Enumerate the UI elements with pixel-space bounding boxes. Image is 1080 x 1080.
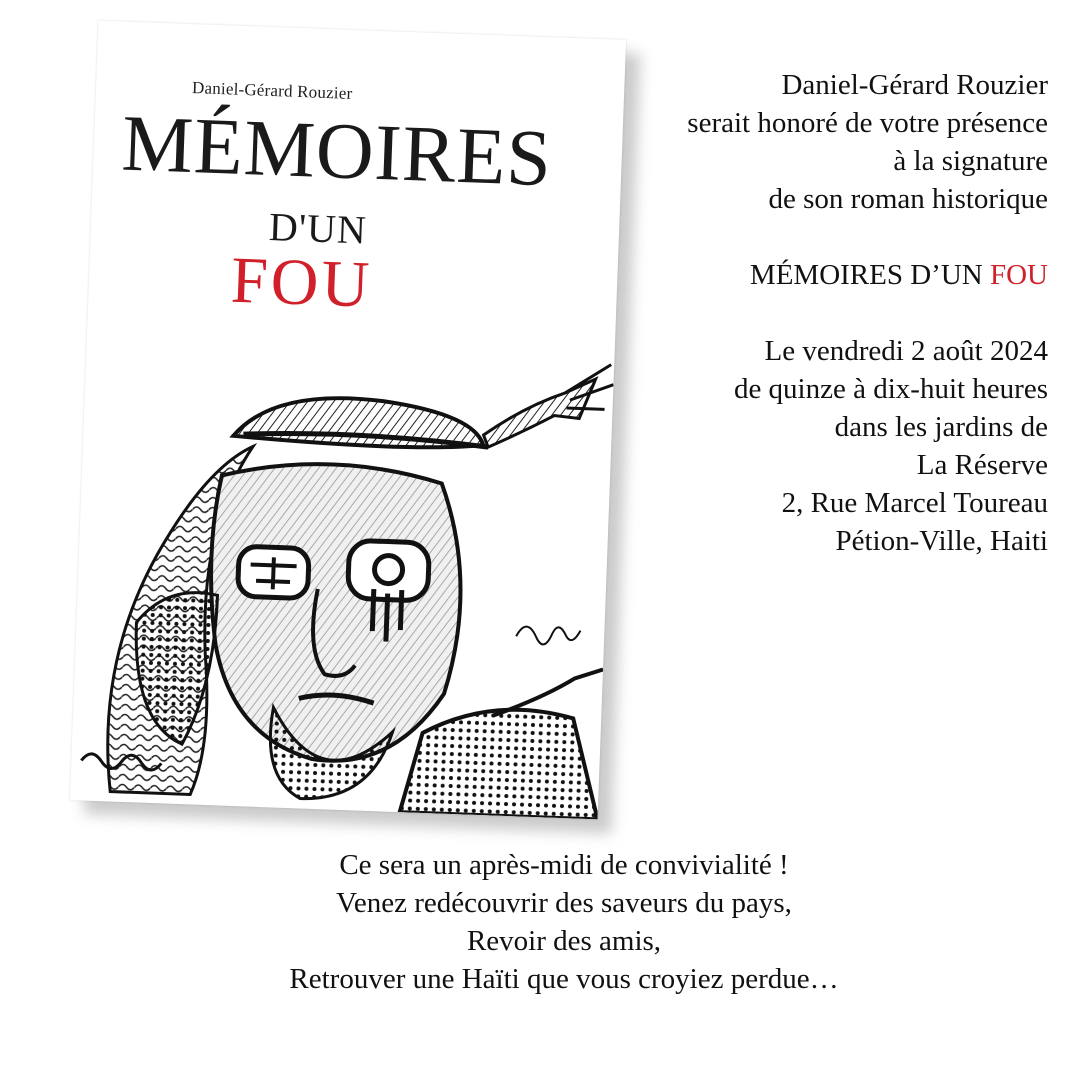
event-place-intro: dans les jardins de <box>834 411 1048 443</box>
host-name: Daniel-Gérard Rouzier <box>781 69 1048 101</box>
closing-line: Ce sera un après-midi de convivialité ! <box>339 849 789 881</box>
event-street: 2, Rue Marcel Toureau <box>781 487 1048 519</box>
event-venue: La Réserve <box>916 449 1048 481</box>
book-title-line <box>488 256 1048 294</box>
book-title-fou: FOU <box>229 243 374 322</box>
event-city: Pétion-Ville, Haiti <box>835 525 1048 557</box>
closing-line: Revoir des amis, <box>466 925 662 957</box>
invitation-text <box>488 66 1048 560</box>
event-time: de quinze à dix-huit heures <box>733 373 1048 405</box>
book-title-red: FOU <box>989 259 1048 291</box>
invitation-line: à la signature <box>893 145 1048 177</box>
book-title-memoires: MÉMOIRES <box>120 99 554 204</box>
invitation-line: serait honoré de votre présence <box>687 107 1048 139</box>
closing-line: Retrouver une Haïti que vous croyiez perdue… <box>289 963 839 995</box>
closing-text <box>0 846 1080 998</box>
event-date: Le vendredi 2 août 2024 <box>764 335 1048 367</box>
closing-line: Venez redécouvrir des saveurs du pays, <box>336 887 792 919</box>
invitation-line: de son roman historique <box>768 183 1048 215</box>
book-author: Daniel-Gérard Rouzier <box>191 78 353 103</box>
book-title-dun: D'UN <box>268 203 368 253</box>
book-title-black: MÉMOIRES D’UN <box>749 259 990 291</box>
